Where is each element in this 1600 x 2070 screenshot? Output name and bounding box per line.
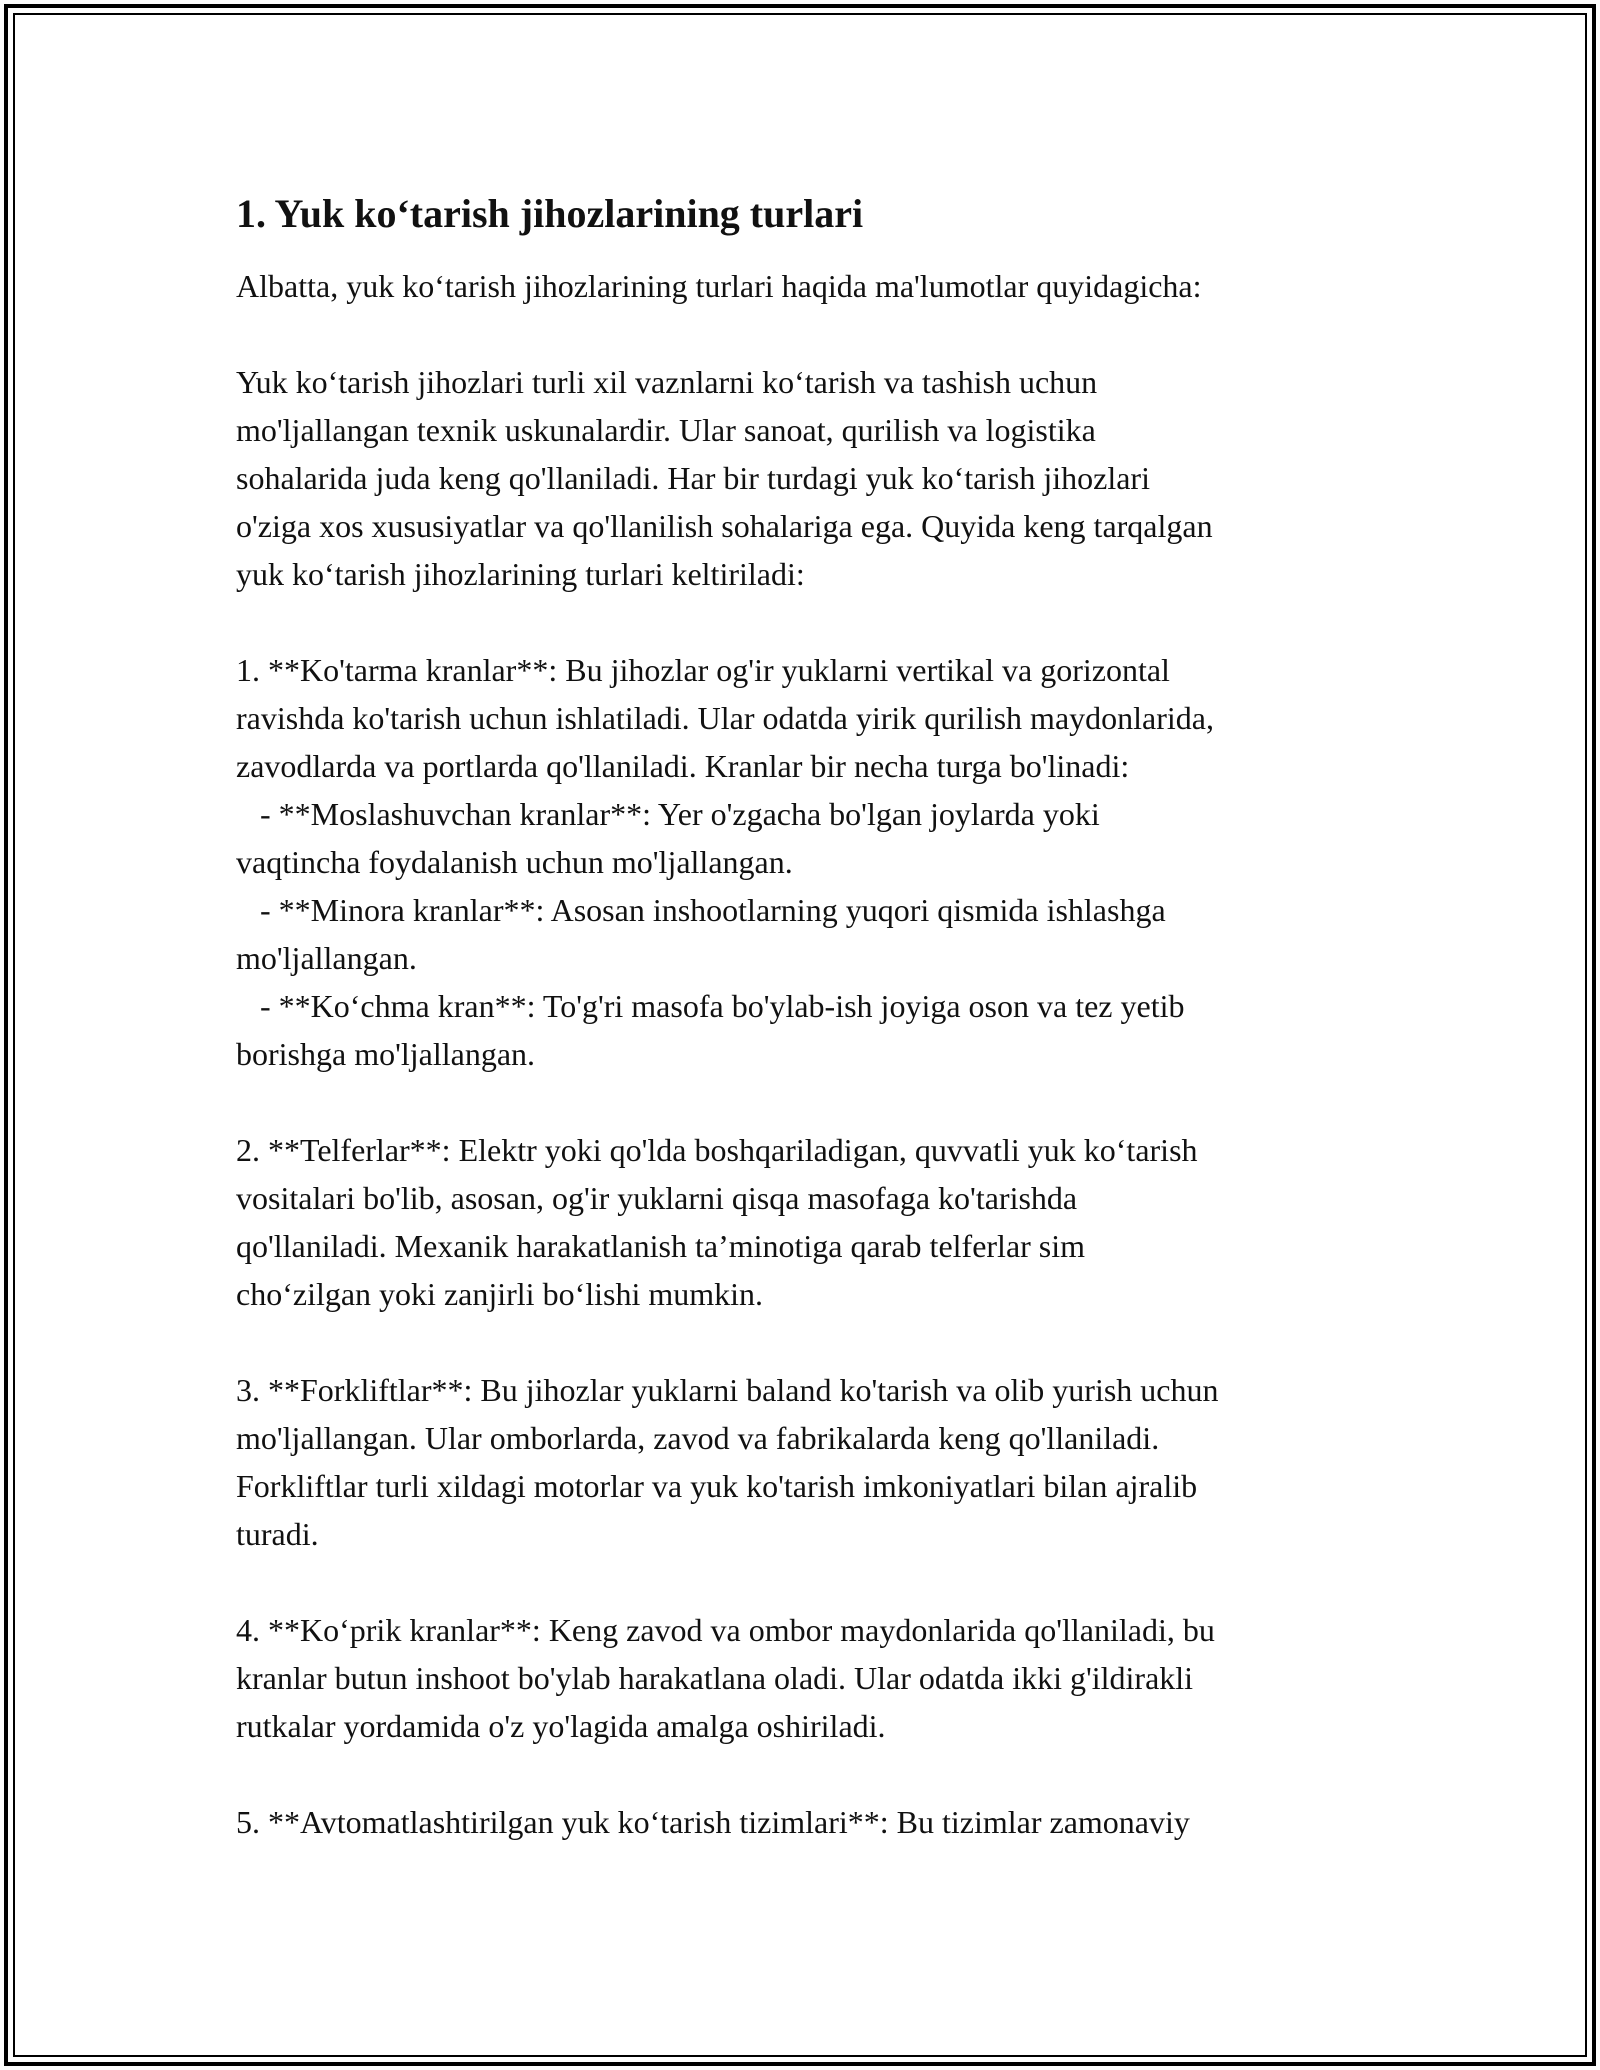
text-line: zavodlarda va portlarda qo'llaniladi. Kranlar bir necha turga bo'linadi: bbox=[236, 748, 1130, 784]
text-line: vositalari bo'lib, asosan, og'ir yuklarni qisqa masofaga ko'tarishda bbox=[236, 1180, 1078, 1216]
text-line: Yuk koʻtarish jihozlari turli xil vaznlarni koʻtarish va tashish uchun bbox=[236, 364, 1098, 400]
paragraph-block bbox=[236, 646, 1376, 1078]
text-line: - **Minora kranlar**: Asosan inshootlarning yuqori qismida ishlashga bbox=[236, 892, 1166, 928]
document-body bbox=[236, 186, 1376, 1846]
text-line: 1. **Ko'tarma kranlar**: Bu jihozlar og'ir yuklarni vertikal va gorizontal bbox=[236, 652, 1170, 688]
text-line: 5. **Avtomatlashtirilgan yuk koʻtarish tizimlari**: Bu tizimlar zamonaviy bbox=[236, 1804, 1190, 1840]
paragraph-block bbox=[236, 1798, 1376, 1846]
text-line: mo'ljallangan. bbox=[236, 940, 417, 976]
paragraph-block bbox=[236, 1126, 1376, 1318]
text-line: rutkalar yordamida o'z yo'lagida amalga oshiriladi. bbox=[236, 1708, 886, 1744]
text-line: ravishda ko'tarish uchun ishlatiladi. Ular odatda yirik qurilish maydonlarida, bbox=[236, 700, 1214, 736]
intro-paragraph: Albatta, yuk koʻtarish jihozlarining turlari haqida ma'lumotlar quyidagicha: bbox=[236, 268, 1202, 304]
paragraph-block bbox=[236, 1366, 1376, 1558]
text-line: turadi. bbox=[236, 1516, 319, 1552]
text-line: 4. **Koʻprik kranlar**: Keng zavod va ombor maydonlarida qo'llaniladi, bu bbox=[236, 1612, 1215, 1648]
text-line: vaqtincha foydalanish uchun mo'ljallangan. bbox=[236, 844, 793, 880]
text-line: mo'ljallangan texnik uskunalardir. Ular sanoat, qurilish va logistika bbox=[236, 412, 1096, 448]
paragraph-list bbox=[236, 358, 1376, 1846]
text-line: o'ziga xos xususiyatlar va qo'llanilish sohalariga ega. Quyida keng tarqalgan bbox=[236, 508, 1213, 544]
text-line: choʻzilgan yoki zanjirli boʻlishi mumkin. bbox=[236, 1276, 764, 1312]
text-line: borishga mo'ljallangan. bbox=[236, 1036, 536, 1072]
text-line: - **Koʻchma kran**: To'g'ri masofa bo'ylab-ish joyiga oson va tez yetib bbox=[236, 988, 1185, 1024]
text-line: sohalarida juda keng qo'llaniladi. Har bir turdagi yuk koʻtarish jihozlari bbox=[236, 460, 1150, 496]
text-line: Forkliftlar turli xildagi motorlar va yuk ko'tarish imkoniyatlari bilan ajralib bbox=[236, 1468, 1198, 1504]
paragraph-block bbox=[236, 358, 1376, 598]
text-line: 3. **Forkliftlar**: Bu jihozlar yuklarni baland ko'tarish va olib yurish uchun bbox=[236, 1372, 1219, 1408]
section-heading: 1. Yuk koʻtarish jihozlarining turlari bbox=[236, 191, 864, 236]
text-line: kranlar butun inshoot bo'ylab harakatlana oladi. Ular odatda ikki g'ildirakli bbox=[236, 1660, 1194, 1696]
text-line: - **Moslashuvchan kranlar**: Yer o'zgacha bo'lgan joylarda yoki bbox=[236, 796, 1100, 832]
text-line: qo'llaniladi. Mexanik harakatlanish ta’minotiga qarab telferlar sim bbox=[236, 1228, 1086, 1264]
text-line: 2. **Telferlar**: Elektr yoki qo'lda boshqariladigan, quvvatli yuk koʻtarish bbox=[236, 1132, 1198, 1168]
text-line: mo'ljallangan. Ular omborlarda, zavod va fabrikalarda keng qo'llaniladi. bbox=[236, 1420, 1160, 1456]
text-line: yuk koʻtarish jihozlarining turlari keltiriladi: bbox=[236, 556, 805, 592]
paragraph-block bbox=[236, 1606, 1376, 1750]
